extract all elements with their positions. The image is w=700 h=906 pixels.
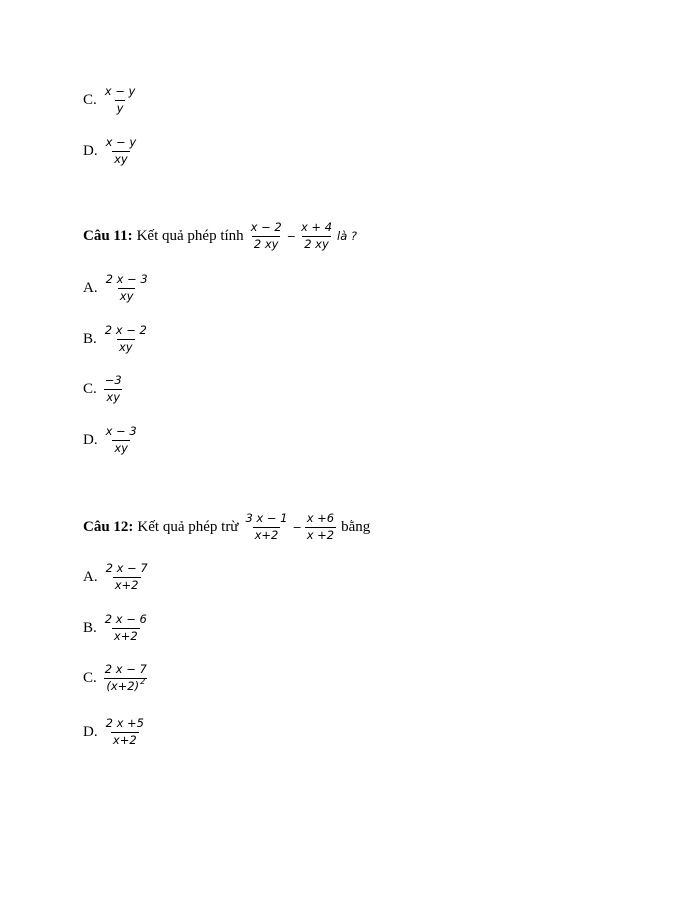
q11-option-a xyxy=(83,274,151,302)
question-text: Kết quả phép trừ xyxy=(137,518,239,535)
question-number: Câu 11: xyxy=(83,227,133,244)
option-label: D. xyxy=(83,431,98,448)
denominator: 2 xy xyxy=(304,236,329,251)
option-label: D. xyxy=(83,142,98,159)
denominator: x+2 xyxy=(113,628,138,643)
denominator: y xyxy=(116,100,124,115)
question-11 xyxy=(83,222,357,250)
denominator: xy xyxy=(106,389,121,404)
denominator: 2 xy xyxy=(253,236,279,251)
denominator: xy xyxy=(119,288,134,303)
option-label: B. xyxy=(83,330,97,347)
fraction xyxy=(104,426,139,454)
option-label: B. xyxy=(83,619,97,636)
numerator: x − 3 xyxy=(105,424,137,438)
numerator: 2 x +5 xyxy=(105,716,144,730)
fraction xyxy=(103,614,149,642)
q11-option-b xyxy=(83,325,150,353)
numerator: 2 x − 2 xyxy=(104,323,147,337)
numerator: x +6 xyxy=(306,511,335,525)
exponent: 2 xyxy=(140,676,146,686)
numerator: 2 x − 6 xyxy=(104,612,147,626)
question-12 xyxy=(83,513,370,541)
option-label: C. xyxy=(83,669,97,686)
q10-option-c xyxy=(83,86,138,114)
option-label: C. xyxy=(83,91,97,108)
denominator: xy xyxy=(114,440,128,455)
fraction xyxy=(103,325,149,353)
q10-option-d xyxy=(83,137,139,165)
option-label: D. xyxy=(83,723,98,740)
q12-option-b xyxy=(83,614,150,642)
numerator: −3 xyxy=(104,373,122,387)
operator: − xyxy=(286,229,296,243)
numerator: 2 x − 7 xyxy=(105,561,148,575)
question-tail: bằng xyxy=(341,518,371,535)
q11-option-c xyxy=(83,375,125,403)
denominator: x+2 xyxy=(112,732,137,747)
fraction xyxy=(249,222,284,250)
option-label: A. xyxy=(83,568,98,585)
operator: − xyxy=(292,520,302,534)
fraction xyxy=(103,664,149,692)
denominator xyxy=(104,678,147,693)
denominator: x +2 xyxy=(306,527,335,542)
question-tail: là ? xyxy=(337,229,358,243)
denominator: xy xyxy=(114,151,128,166)
option-label: C. xyxy=(83,380,97,397)
q12-option-c xyxy=(83,664,150,692)
numerator: 2 x − 3 xyxy=(105,272,148,286)
numerator: 2 x − 7 xyxy=(104,662,147,676)
denominator: x+2 xyxy=(114,577,139,592)
denominator-base: (x+2) xyxy=(106,678,140,693)
numerator: x + 4 xyxy=(300,220,333,234)
question-text: Kết quả phép tính xyxy=(136,227,244,244)
option-label: A. xyxy=(83,279,98,296)
fraction xyxy=(103,375,124,403)
numerator: x − y xyxy=(105,135,137,149)
fraction xyxy=(104,274,150,302)
fraction xyxy=(243,513,289,541)
numerator: x − y xyxy=(104,84,136,98)
fraction xyxy=(104,137,139,165)
denominator: x+2 xyxy=(254,527,279,542)
question-number: Câu 12: xyxy=(83,518,134,535)
fraction xyxy=(103,86,138,114)
q11-option-d xyxy=(83,426,140,454)
numerator: 3 x − 1 xyxy=(245,511,288,525)
q12-option-d xyxy=(83,718,147,746)
q12-option-a xyxy=(83,563,151,591)
fraction xyxy=(305,513,336,541)
fraction xyxy=(104,563,150,591)
denominator: xy xyxy=(118,339,133,354)
numerator: x − 2 xyxy=(250,220,282,234)
fraction xyxy=(299,222,334,250)
fraction xyxy=(104,718,146,746)
